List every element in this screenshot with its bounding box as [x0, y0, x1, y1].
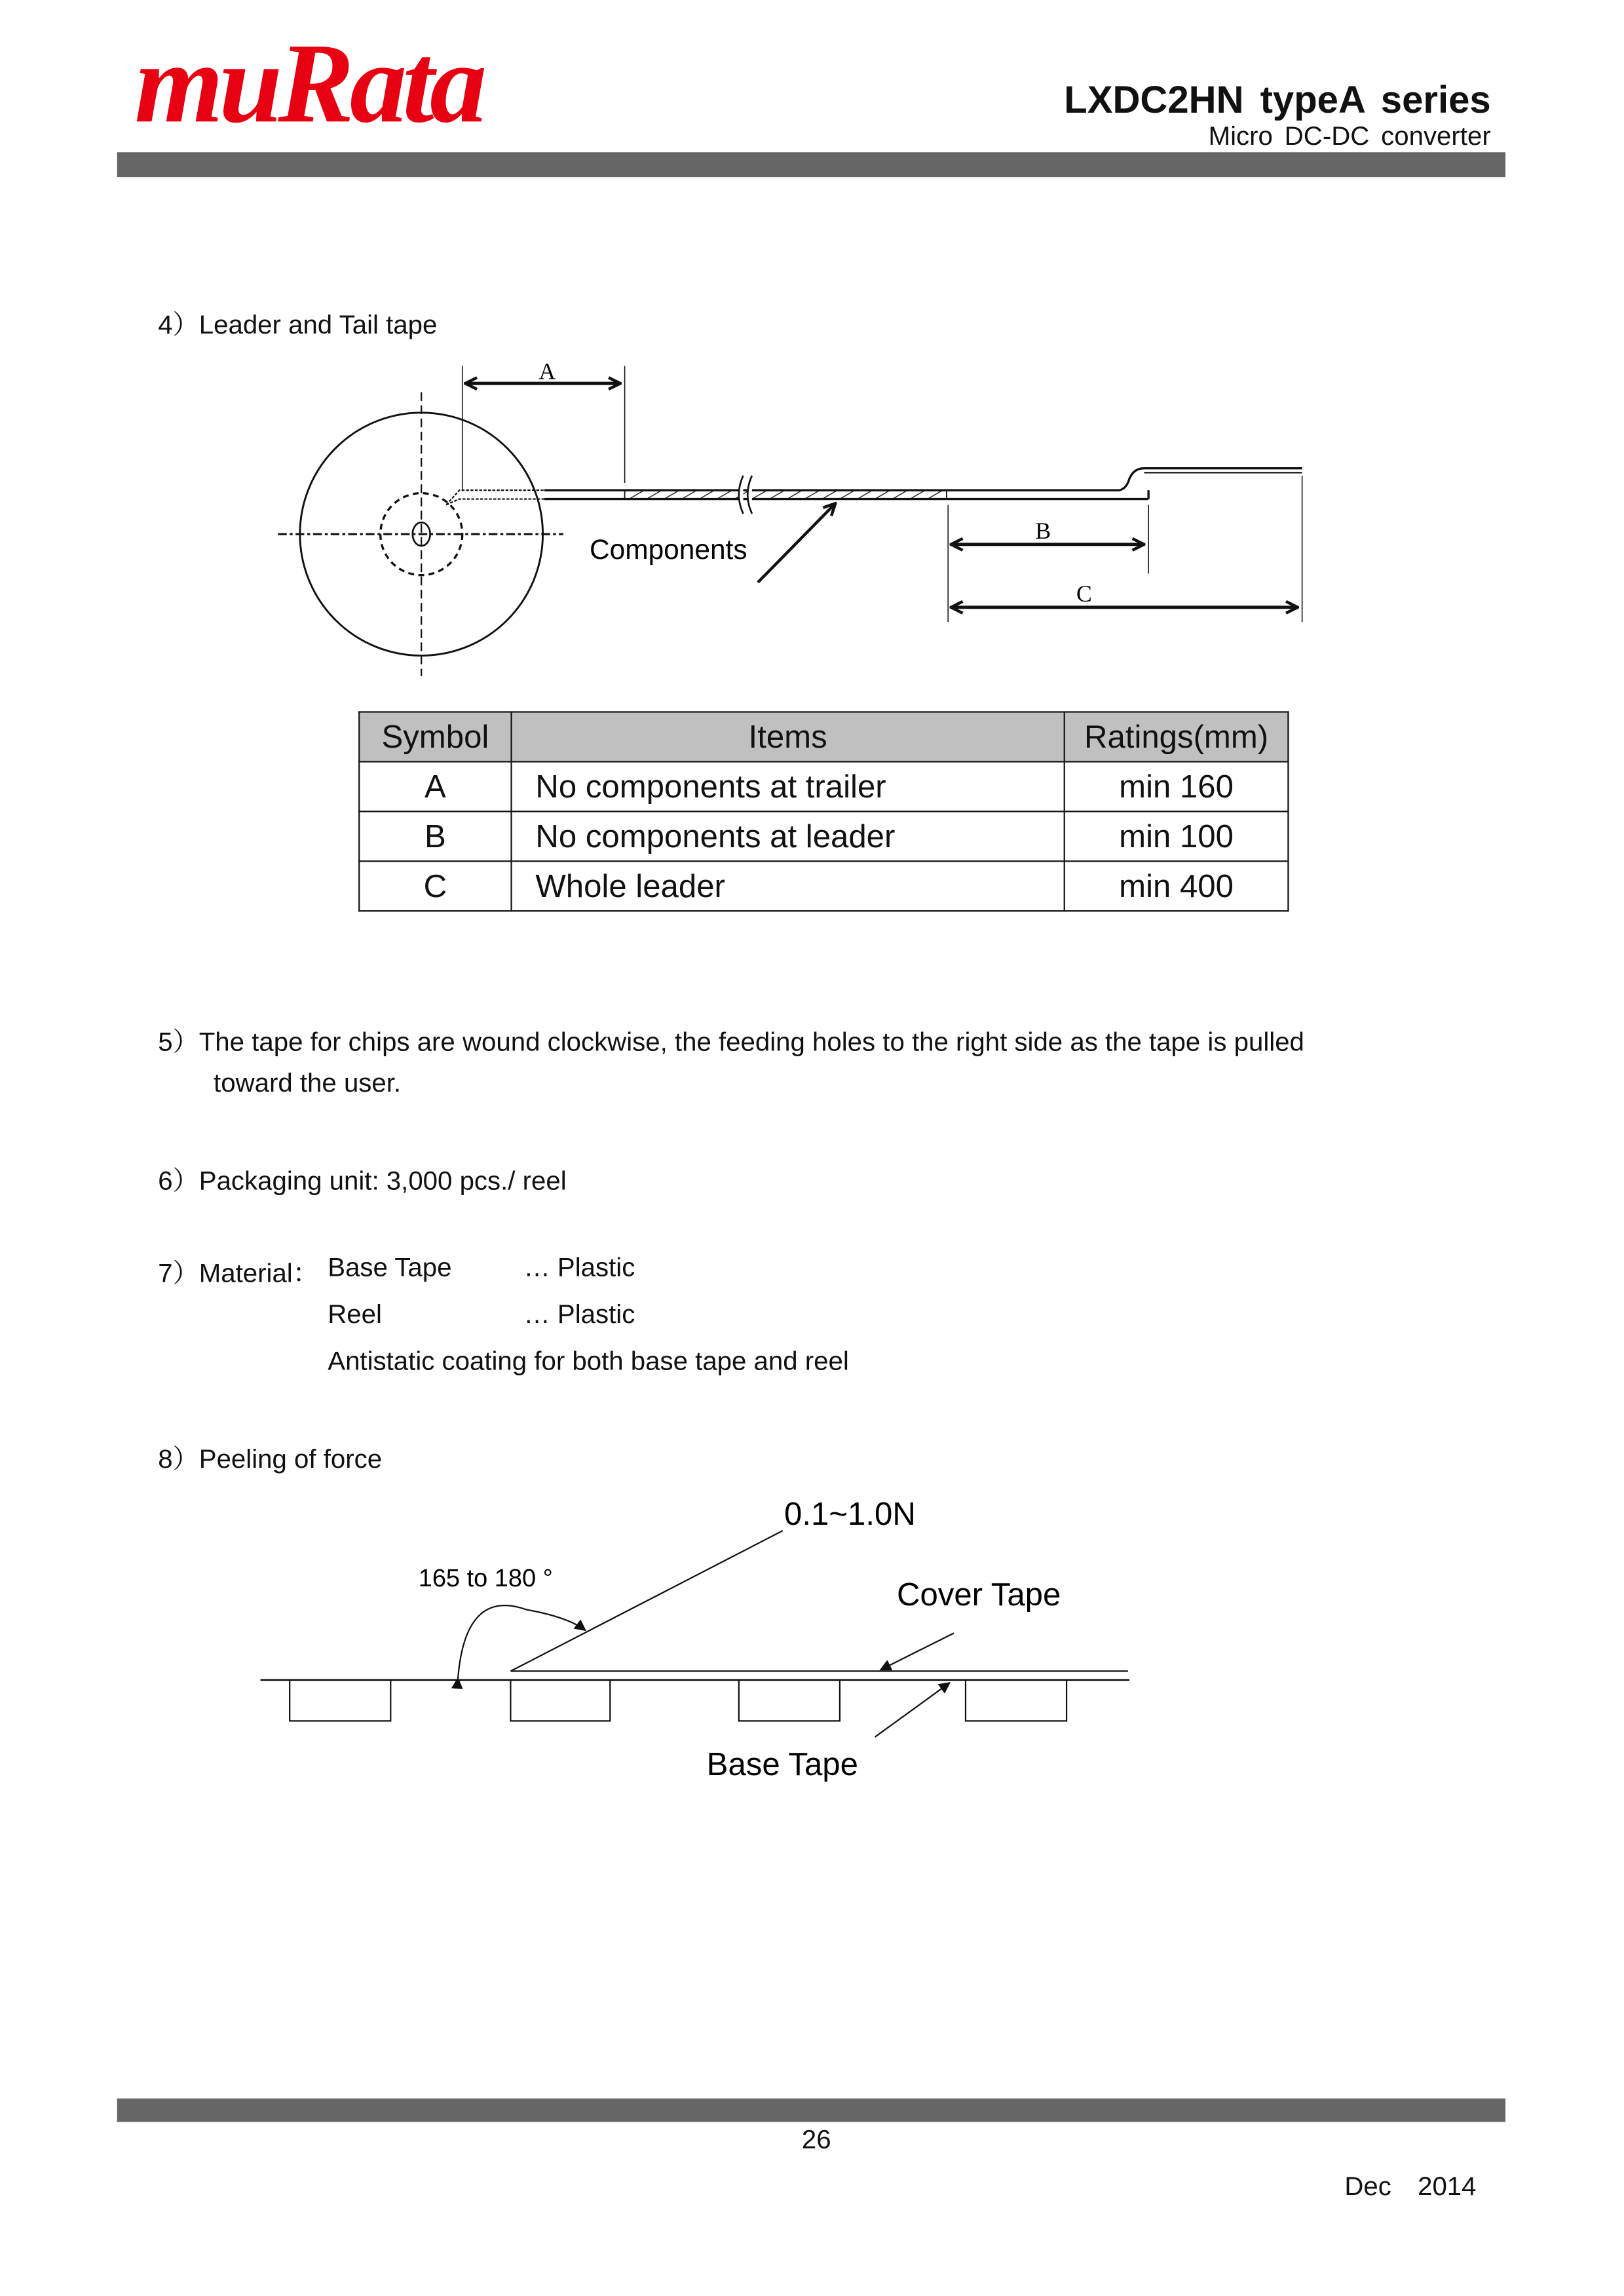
material-item: Base Tape [328, 1252, 452, 1282]
reel-diagram [278, 358, 1302, 676]
components-label: Components [590, 534, 747, 565]
symbol-cell: C [359, 861, 511, 911]
dimension-a-label: A [538, 358, 556, 385]
tape-inside-reel [446, 490, 544, 505]
peel-force-label: 0.1~1.0N [784, 1497, 916, 1533]
symbol-cell: A [359, 761, 511, 811]
dimension-c-label: C [1076, 580, 1092, 607]
base-tape-pointer [875, 1683, 950, 1737]
peeled-cover-tape [510, 1531, 782, 1671]
base-tape-label: Base Tape [706, 1746, 858, 1782]
tape-pockets [290, 1680, 1067, 1721]
rating-cell: min 100 [1065, 811, 1289, 861]
page-number: 26 [801, 2124, 831, 2154]
material-note: Antistatic coating for both base tape and reel [328, 1346, 849, 1376]
murata-logo: muRata [134, 19, 483, 147]
table-header-row [359, 712, 1288, 762]
rating-cell: min 400 [1065, 861, 1289, 911]
document-date: Dec 2014 [1344, 2172, 1477, 2201]
section-8-heading: 8）Peeling of force [158, 1444, 383, 1474]
section-6-text: 6）Packaging unit: 3,000 pcs./ reel [158, 1166, 567, 1196]
table-row [359, 811, 1288, 861]
peel-angle-label: 165 to 180 ° [418, 1564, 553, 1592]
table-row [359, 761, 1288, 811]
dimension-b-label: B [1035, 517, 1051, 544]
components-pointer-arrow [758, 503, 835, 583]
item-cell: Whole leader [512, 861, 1065, 911]
symbol-cell: B [359, 811, 511, 861]
peeling-diagram [261, 1497, 1130, 1782]
material-value: … Plastic [523, 1299, 635, 1329]
column-header: Items [512, 712, 1065, 762]
section-5-line-2: toward the user. [214, 1068, 402, 1098]
document-title: LXDC2HN typeA series [1064, 77, 1491, 122]
section-4-heading: 4）Leader and Tail tape [158, 310, 438, 340]
column-header: Ratings(mm) [1065, 712, 1289, 762]
section-5-line-1: 5）The tape for chips are wound clockwise, the feeding holes to the right side as the tape is pulled [158, 1027, 1304, 1057]
cover-tape-label: Cover Tape [897, 1577, 1061, 1613]
material-value: … Plastic [523, 1252, 635, 1282]
item-cell: No components at trailer [512, 761, 1065, 811]
material-item: Reel [328, 1299, 382, 1329]
footer-bar [117, 2099, 1505, 2122]
rating-cell: min 160 [1065, 761, 1289, 811]
item-cell: No components at leader [512, 811, 1065, 861]
cover-tape-line [544, 469, 1302, 490]
document-subtitle: Micro DC-DC converter [1208, 121, 1491, 151]
cover-tape-pointer [880, 1633, 954, 1670]
column-header: Symbol [359, 712, 511, 762]
components-section [625, 490, 947, 499]
section-7-label: 7）Material： [158, 1258, 319, 1288]
leader-tail-table [358, 711, 1289, 911]
table-row [359, 861, 1288, 911]
